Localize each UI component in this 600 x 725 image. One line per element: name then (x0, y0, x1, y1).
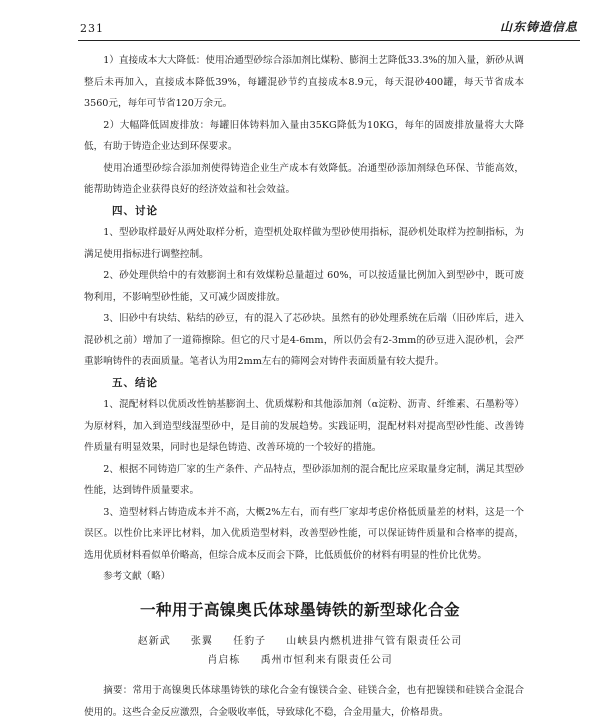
author-line-2 (0, 651, 600, 666)
section-heading-discussion: 四、讨论 (112, 204, 158, 217)
author-name: 任豹子 (233, 636, 267, 647)
author-affiliation: 禹州市恒利来有限责任公司 (260, 655, 393, 666)
author-line-1 (0, 632, 600, 647)
paragraph-conclusion-3: 3、造型材料占铸造成本并不高，大概2%左右，而有些厂家却考虑价格低质量差的材料，这是一个误区。以性价比来评比材料，加入优质造型材料，改善型砂性能，可以保证铸件质量和合格率的提高，选用优质材料看似单价略高，但综合成本反而会下降，比低质低价的材料有明显的性价比优势。 (84, 506, 524, 561)
article-body (84, 50, 524, 588)
abstract: 摘要：常用于高镍奥氏体球墨铸铁的球化合金有镍镁合金、硅镁合金，也有把镍镁和硅镁合金混合使用的。这些合金反应激烈，合金吸收率低，导致球化不稳，合金用量大，价格昂贵。 (84, 685, 524, 718)
section-heading-conclusion: 五、结论 (112, 376, 158, 389)
paragraph-summary: 使用冶通型砂综合添加剂使得铸造企业生产成本有效降低。冶通型砂添加剂绿色环保、节能高效，能帮助铸造企业获得良好的经济效益和社会效益。 (84, 162, 524, 195)
header-rule (78, 40, 580, 41)
author-name: 赵新武 (137, 636, 171, 647)
author-name: 张翼 (190, 636, 213, 647)
paragraph-discussion-3: 3、旧砂中有块结、粘结的砂豆，有的混入了芯砂块。虽然有的砂处理系统在后端（旧砂库后，进入混砂机之前）增加了一道筛擦除。但它的尺寸是4-6mm，所以仍会有2-3mm的砂豆进入混砂机，会严重影响铸件的表面质量。笔者认为用2mm左右的筛网会对铸件表面质量有较大提升。 (84, 313, 524, 367)
page-number: 231 (80, 22, 104, 35)
paragraph-discussion-2: 2、砂处理供给中的有效膨润土和有效煤粉总量超过 60%，可以按适量比例加入到型砂中，既可废物利用，不影响型砂性能，又可减少固废排放。 (84, 270, 524, 303)
paragraph-conclusion-2: 2、根据不同铸造厂家的生产条件、产品特点，型砂添加剂的混合配比应采取量身定制，满足其型砂性能，达到铸件质量要求。 (84, 463, 524, 496)
author-name: 肖启栋 (207, 655, 241, 666)
article-title: 一种用于高镍奥氏体球墨铸铁的新型球化合金 (139, 601, 460, 619)
paragraph-discussion-1: 1、型砂取样最好从两处取样分析，造型机处取样做为型砂使用指标，混砂机处取样为控制指标，为满足使用指标进行调整控制。 (84, 227, 524, 260)
paragraph-conclusion-1: 1、混配材料以优质改性钠基膨润土、优质煤粉和其他添加剂（α淀粉、沥青、纤维素、石墨粉等）为原材料，加入到造型线湿型砂中，是目前的发展趋势。实践证明，混配材料对提高型砂性能、改善铸件质量有明显效果，同时也是绿色铸造、改善环境的一个较好的措施。 (84, 399, 524, 453)
journal-name: 山东铸造信息 (499, 20, 578, 34)
paragraph-waste: 2）大幅降低固废排放：每罐旧体铸料加入量由35KG降低为10KG，每年的固废排放量将大大降低，有助于铸造企业达到环保要求。 (84, 119, 524, 152)
references: 参考文献（略） (103, 571, 171, 582)
author-affiliation: 山峡县内燃机进排气管有限责任公司 (286, 636, 463, 647)
paragraph-cost: 1）直接成本大大降低：使用冶通型砂综合添加剂比煤粉、膨润土艺降低33.3%的加入量，新砂从调整后未再加入，直接成本降低39%，每罐混砂节约直接成本8.9元，每天混砂400罐，每天节省成本3560元，每年可节省120万余元。 (84, 55, 524, 109)
